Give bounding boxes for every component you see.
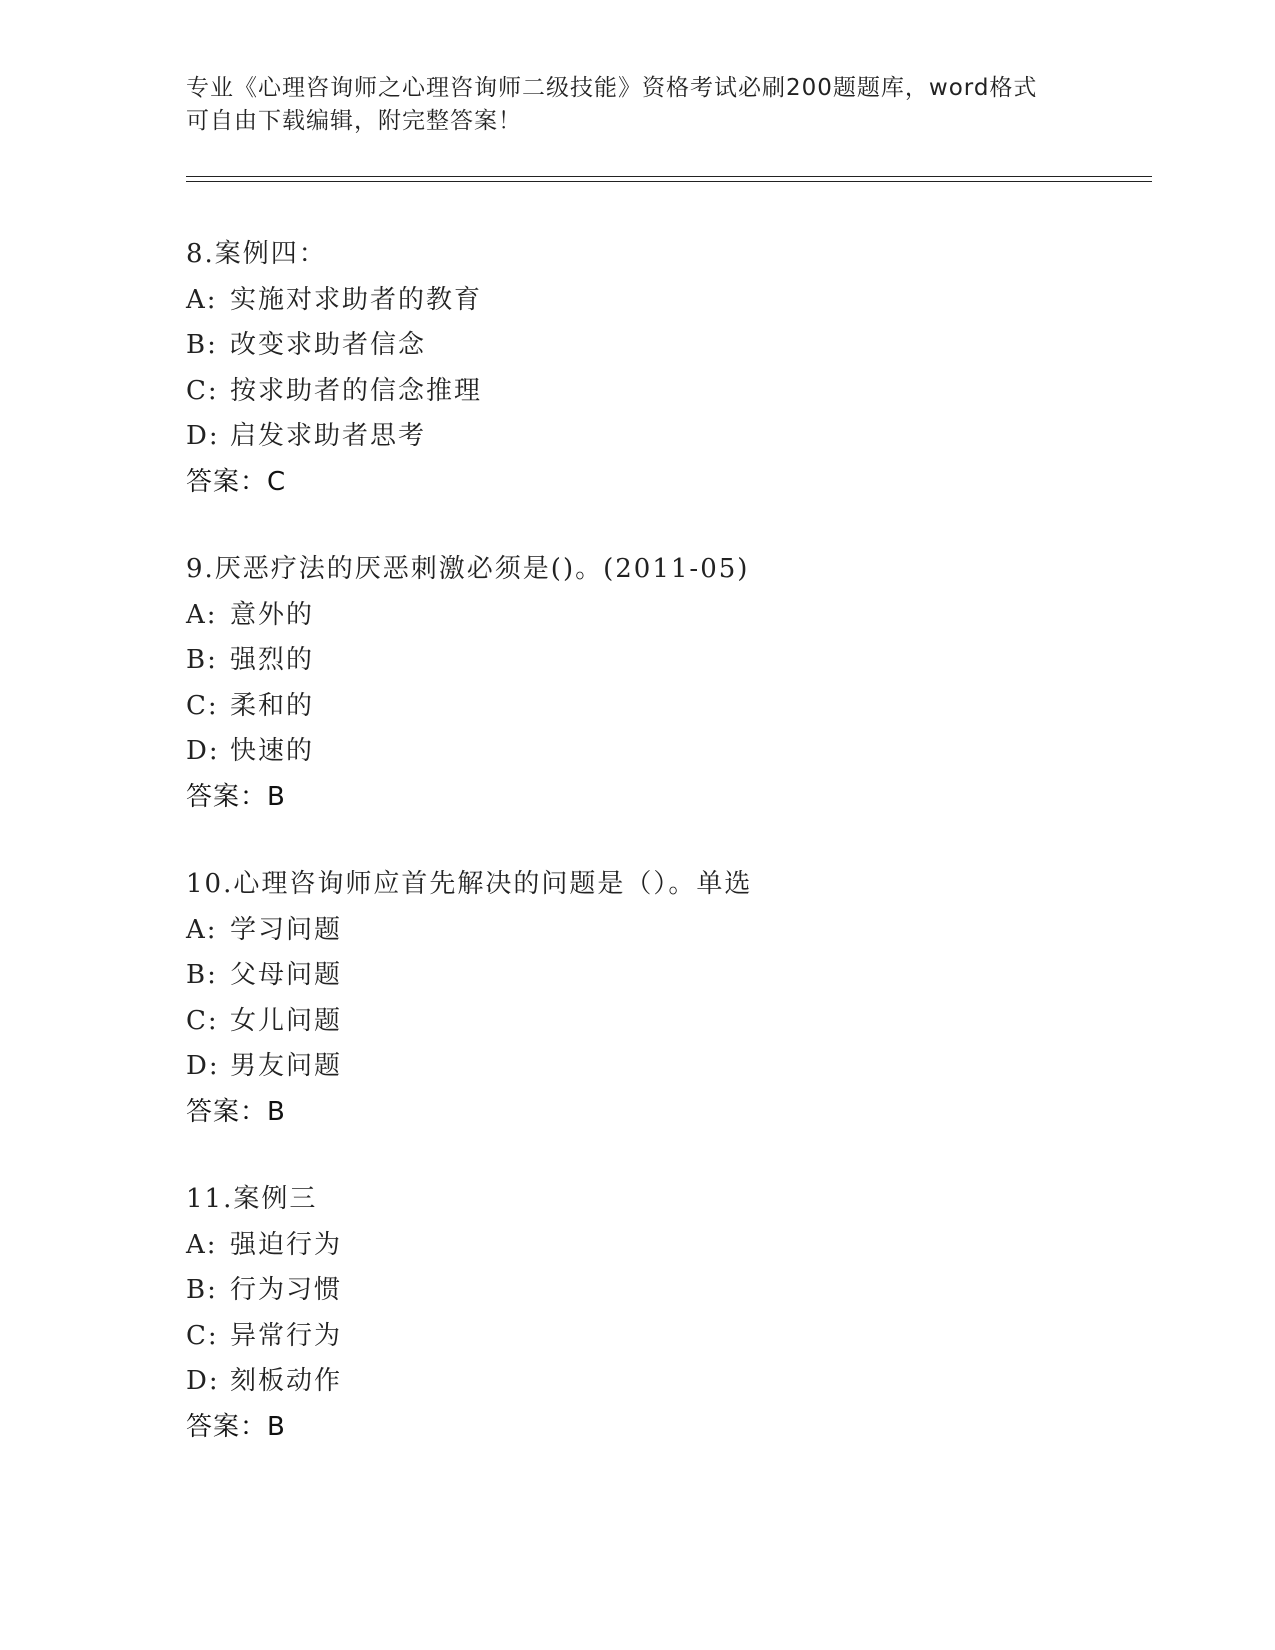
option-letter: D: (186, 1366, 220, 1396)
question-title: 9.厌恶疗法的厌恶刺激必须是()。(2011-05) (186, 554, 750, 584)
header-line-2: 可自由下载编辑，附完整答案！ (186, 108, 522, 134)
option-text: 按求助者的信念推理 (230, 375, 483, 406)
option-a (186, 908, 1086, 954)
option-c (186, 999, 1086, 1045)
option-c (186, 369, 1086, 415)
option-text: 女儿问题 (230, 1005, 343, 1036)
question-item (186, 862, 1086, 1135)
option-text: 柔和的 (230, 690, 315, 721)
question-title: 10.心理咨询师应首先解决的问题是（）。单选 (186, 869, 753, 899)
option-text: 实施对求助者的教育 (230, 284, 483, 315)
option-a (186, 593, 1086, 639)
option-c (186, 1314, 1086, 1360)
option-letter: D: (186, 421, 220, 451)
question-item (186, 1177, 1086, 1450)
option-text: 行为习惯 (230, 1275, 343, 1305)
option-text: 改变求助者信念 (230, 330, 427, 360)
option-text: 男友问题 (230, 1051, 343, 1081)
option-d (186, 729, 1086, 775)
option-text: 父母问题 (230, 960, 343, 990)
answer-line: 答案：B (186, 781, 286, 812)
option-letter: C: (186, 1005, 219, 1036)
question-title: 8.案例四： (186, 239, 327, 269)
option-a (186, 1223, 1086, 1269)
header-divider-bottom (186, 181, 1152, 182)
option-letter: A: (186, 914, 218, 945)
option-text: 异常行为 (230, 1320, 343, 1351)
option-text: 学习问题 (230, 914, 343, 945)
option-d (186, 414, 1086, 460)
header-line-1: 专业《心理咨询师之心理咨询师二级技能》资格考试必刷200题题库，word格式 (186, 75, 1038, 101)
question-list (186, 232, 1086, 1492)
option-b (186, 638, 1086, 684)
option-letter: B: (186, 645, 218, 675)
option-a (186, 278, 1086, 324)
option-letter: B: (186, 330, 218, 360)
option-d (186, 1359, 1086, 1405)
option-text: 强烈的 (230, 645, 315, 675)
option-b (186, 953, 1086, 999)
option-text: 刻板动作 (230, 1366, 343, 1396)
option-text: 启发求助者思考 (230, 421, 427, 451)
header-divider-top (186, 176, 1152, 177)
option-text: 意外的 (230, 599, 315, 630)
question-item (186, 547, 1086, 820)
question-item (186, 232, 1086, 505)
option-letter: D: (186, 1051, 220, 1081)
option-letter: B: (186, 960, 218, 990)
question-title: 11.案例三 (186, 1184, 318, 1214)
option-b (186, 1268, 1086, 1314)
option-letter: C: (186, 1320, 219, 1351)
option-letter: A: (186, 284, 218, 315)
option-c (186, 684, 1086, 730)
document-header (186, 72, 1066, 138)
option-letter: D: (186, 736, 220, 766)
answer-line: 答案：B (186, 1096, 286, 1127)
option-letter: A: (186, 599, 218, 630)
option-text: 快速的 (230, 736, 315, 766)
option-d (186, 1044, 1086, 1090)
option-text: 强迫行为 (230, 1229, 343, 1260)
answer-line: 答案：C (186, 466, 287, 497)
option-letter: B: (186, 1275, 218, 1305)
option-letter: C: (186, 375, 219, 406)
option-letter: A: (186, 1229, 218, 1260)
option-b (186, 323, 1086, 369)
answer-line: 答案：B (186, 1411, 286, 1442)
option-letter: C: (186, 690, 219, 721)
